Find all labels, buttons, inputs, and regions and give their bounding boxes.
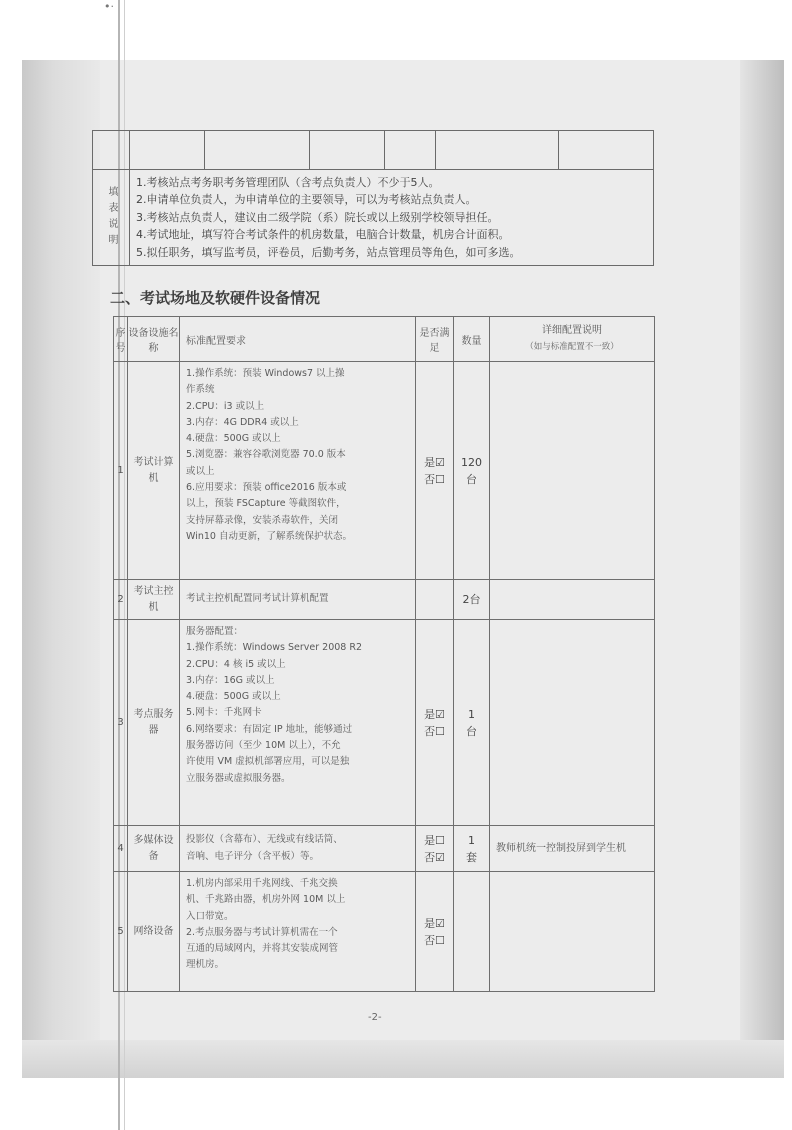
requirement-line: 1.操作系统：Windows Server 2008 R2 (186, 642, 363, 654)
note-line: 2.申请单位负责人，为申请单位的主要领导，可以为考核站点负责人。 (136, 193, 477, 207)
row-name: 多媒体设备 (128, 826, 180, 872)
header-detail-subtitle: （如与标准配置不一致） (525, 342, 619, 352)
requirement-line: 立服务器或虚拟服务器。 (186, 772, 291, 784)
row-detail (490, 872, 655, 992)
notes-table (92, 130, 654, 266)
row-quantity: 2台 (454, 580, 490, 620)
row-seq: 3 (114, 620, 128, 826)
requirement-line: 音响、电子评分（含平板）等。 (186, 850, 320, 862)
requirement-line: 入口带宽。 (186, 910, 234, 922)
requirement-line: Win10 自动更新，了解系统保护状态。 (186, 530, 352, 542)
note-line: 3.考核站点负责人，建议由二级学院（系）院长或以上级别学校领导担任。 (136, 210, 499, 224)
requirement-line: 或以上 (186, 465, 215, 477)
requirement-line: 许使用 VM 虚拟机部署应用，可以是独 (186, 756, 350, 768)
requirement-line: 1.操作系统：预装 Windows7 以上操 (186, 368, 345, 379)
header-quantity: 数量 (454, 317, 490, 362)
table-cell (436, 131, 559, 170)
table-cell (559, 131, 654, 170)
note-line: 1.考核站点考务职考务管理团队（含考点负责人）不少于5人。 (136, 176, 440, 189)
requirement-line: 互通的局域网内，并将其安装成网管 (186, 943, 339, 955)
table-row (114, 620, 655, 826)
row-seq: 2 (114, 580, 128, 620)
row-requirements (180, 620, 416, 826)
row-yes-no: 是☑ 否☐ (416, 872, 454, 992)
section-title: 二、考试场地及软硬件设备情况 (110, 289, 321, 307)
row-name: 考试主控机 (128, 580, 180, 620)
requirement-line: 2.CPU：i3 或以上 (186, 400, 265, 412)
empty-table-row (93, 131, 654, 170)
requirement-line: 机、千兆路由器，机房外网 10M 以上 (186, 894, 346, 906)
row-quantity: 1 套 (454, 826, 490, 872)
requirement-line: 2.CPU：4 核 i5 或以上 (186, 658, 286, 670)
requirement-line: 6.网络要求：有固定 IP 地址，能够通过 (186, 723, 353, 735)
table-row (114, 826, 655, 872)
row-requirements (180, 872, 416, 992)
row-quantity: 1 台 (454, 620, 490, 826)
notes-label: 填表说明 (93, 170, 130, 266)
requirement-line: 1.机房内部采用千兆网线、千兆交换 (186, 878, 338, 889)
requirement-line: 作系统 (186, 384, 215, 396)
header-yes-no: 是否满足 (416, 317, 454, 362)
row-detail (490, 620, 655, 826)
corner-mark: •· (104, 0, 114, 13)
row-name: 考试计算机 (128, 362, 180, 580)
note-line: 5.拟任职务，填写监考员，评卷员，后勤考务，站点管理员等角色，如可多选。 (136, 245, 521, 259)
table-cell (385, 131, 436, 170)
page-number: -2- (368, 1012, 382, 1023)
header-seq: 序号 (114, 317, 128, 362)
scan-left-shadow (22, 60, 100, 1078)
requirement-line: 服务器访问（至少 10M 以上），不允 (186, 740, 341, 752)
table-row (114, 872, 655, 992)
table-row (114, 362, 655, 580)
header-detail (490, 317, 655, 362)
header-name: 设备设施名称 (128, 317, 180, 362)
requirement-line: 投影仪（含幕布）、无线或有线话筒、 (186, 834, 343, 846)
table-cell (130, 131, 205, 170)
requirement-line: 考试主控机配置同考试计算机配置 (186, 593, 329, 605)
requirement-line: 3.内存：4G DDR4 或以上 (186, 416, 299, 428)
requirement-line: 5.网卡：千兆网卡 (186, 707, 262, 719)
row-detail (490, 580, 655, 620)
note-line: 4.考试地址，填写符合考试条件的机房数量，电脑合计数量，机房合计面积。 (136, 228, 510, 242)
equipment-header-row (114, 317, 655, 362)
row-name: 网络设备 (128, 872, 180, 992)
row-seq: 5 (114, 872, 128, 992)
requirement-line: 理机房。 (186, 959, 225, 971)
header-detail-title: 详细配置说明 (542, 325, 602, 336)
notes-content (130, 170, 654, 266)
requirement-line: 以上，预装 FSCapture 等截图软件， (186, 498, 346, 510)
requirement-line: 2.考点服务器与考试计算机需在一个 (186, 926, 338, 938)
table-cell (93, 131, 130, 170)
requirement-line: 服务器配置： (186, 626, 244, 637)
requirement-line: 5.浏览器：兼容谷歌浏览器 70.0 版本 (186, 449, 346, 461)
row-requirements (180, 580, 416, 620)
row-yes-no (416, 580, 454, 620)
table-cell (310, 131, 385, 170)
row-detail (490, 362, 655, 580)
header-requirements: 标准配置要求 (180, 317, 416, 362)
row-seq: 4 (114, 826, 128, 872)
row-yes-no: 是☑ 否☐ (416, 362, 454, 580)
row-requirements (180, 362, 416, 580)
row-yes-no: 是☐ 否☑ (416, 826, 454, 872)
table-cell (205, 131, 310, 170)
requirement-line: 3.内存：16G 或以上 (186, 674, 275, 686)
requirement-line: 支持屏幕录像，安装杀毒软件，关闭 (186, 514, 339, 526)
row-seq: 1 (114, 362, 128, 580)
row-name: 考点服务器 (128, 620, 180, 826)
row-detail: 教师机统一控制投屏到学生机 (490, 826, 655, 872)
notes-row (93, 170, 654, 266)
equipment-table (113, 316, 655, 992)
scan-bottom-shadow (22, 1040, 784, 1078)
row-yes-no: 是☑ 否☐ (416, 620, 454, 826)
requirement-line: 6.应用要求：预装 office2016 版本或 (186, 482, 347, 494)
row-quantity: 120 台 (454, 362, 490, 580)
row-quantity (454, 872, 490, 992)
table-row (114, 580, 655, 620)
requirement-line: 4.硬盘：500G 或以上 (186, 433, 281, 445)
scan-right-shadow (740, 60, 784, 1078)
row-requirements (180, 826, 416, 872)
requirement-line: 4.硬盘：500G 或以上 (186, 691, 281, 703)
